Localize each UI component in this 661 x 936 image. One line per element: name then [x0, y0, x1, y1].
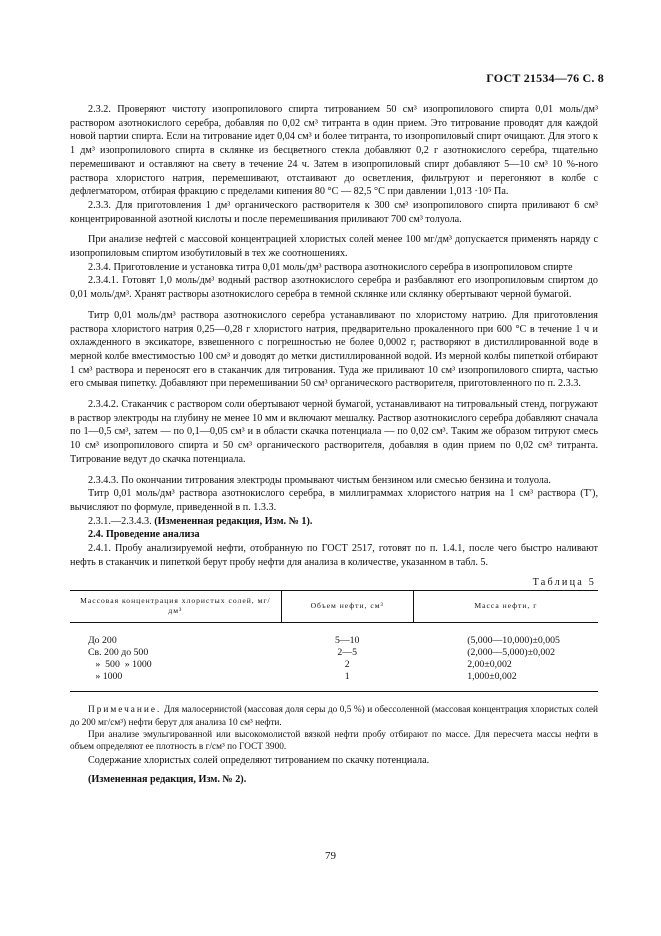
paragraph-isobutyl-note: При анализе нефтей с массовой концентрацией хлористых солей менее 100 мг/дм³ допускается применять наряду с изопропиловым спиртом изобутиловый в тех же соотношениях. — [70, 234, 598, 260]
table-cell-concentration: Св. 200 до 500 — [88, 646, 149, 658]
table-cell-concentration: » 1000 — [70, 671, 281, 692]
table-header-mass: Масса нефти, г — [413, 590, 598, 622]
table-row — [70, 622, 598, 647]
table-row — [70, 671, 598, 692]
table-note — [70, 704, 598, 729]
paragraph-2-3-3: 2.3.3. Для приготовления 1 дм³ органического растворителя к 300 см³ изопропилового спирта приливают 6 см³ концентрированной азотной кислоты и после перемешивания приливают 700 см³ толуола. — [70, 199, 598, 225]
amendment-1-label: (Измененная редакция, Изм. № 1). — [154, 515, 313, 527]
table-cell-volume: 1 — [281, 671, 413, 692]
table-header-concentration: Массовая концентрация хлористых солей, мг/дм³ — [70, 590, 281, 622]
table-5 — [70, 590, 598, 693]
table-cell-volume: 2 — [344, 658, 350, 670]
table-cell-volume: 2—5 — [337, 646, 357, 658]
table-note-2: При анализе эмульгированной или высокомолистой вязкой нефти пробу отбирают по массе. Для пересчета массы нефти в объем определяют ее плотность в г/см³ по ГОСТ 3900. — [70, 729, 598, 753]
table-row — [70, 647, 598, 659]
table-cell-volume: 5—10 — [334, 634, 360, 646]
amendment-1 — [70, 515, 598, 529]
table-row — [70, 659, 598, 671]
page-header: ГОСТ 21534—76 С. 8 — [486, 71, 604, 85]
note-text: Для малосернистой (массовая доля серы до 0,5 %) и обессоленной (массовая концентрация хлористых солей до 200 мг/см³) нефти берут для анализа 10 см³ нефти. — [70, 705, 598, 728]
table-cell-mass: (5,000—10,000)±0,005 — [467, 634, 560, 646]
section-heading-2-4: 2.4. Проведение анализа — [88, 529, 200, 541]
table-cell-concentration: До 200 — [88, 634, 117, 646]
page-number: 79 — [325, 850, 336, 862]
paragraph-2-3-2: 2.3.2. Проверяют чистоту изопропилового спирта титрованием 50 см³ изопропилового спирта 0,01 моль/дм³ раствором азотнокислого серебра, добавляя по 0,02 см³ титранта в один прием. Это титрование проводят для каждой новой партии спирта. Если на титрование идет 0,04 см³ и более титранта, то изопропиловый спирт очищают. Для этого к 1 дм³ изопропилового спирта в склянке из бесцветного стекла добавляют 0,2 г азотнокислого серебра, тщательно перемешивают и оставляют на свету в течение 24 ч. Затем в изопропиловый спирт добавляют 5—10 см³ 10 %-ного раствора хлористого натрия, перемешивают, отстаивают до осветления, фильтруют и перегоняют в колбе с дефлегматором, отбирая фракцию с пределами кипения 80 °С — 82,5 °С при давлении 1,013 ·10⁵ Па. — [70, 104, 598, 198]
paragraph-2-4-1: 2.4.1. Пробу анализируемой нефти, отобранную по ГОСТ 2517, готовят по п. 1.4.1, после чего быстро наливают нефть в стаканчик и пипеткой берут пробу нефти для анализа в количестве, указанном в табл. 5. — [70, 543, 598, 568]
paragraph-2-3-4-3: 2.3.4.3. По окончании титрования электроды промывают чистым бензином или смесью бензина и толуола. — [88, 474, 551, 486]
table-cell-mass: 2,00±0,002 — [467, 658, 512, 670]
paragraph-2-3-4-2: 2.3.4.2. Стаканчик с раствором соли обертывают черной бумагой, устанавливают на титровальный стенд, погружают в раствор электроды на глубину не менее 10 мм и включают мешалку. Раствор азотнокислого серебра добавляют сначала по 1—0,5 см³, затем — по 0,1—0,05 см³ и в области скачка потенциала — по 0,02 см³. Таким же образом титруют смесь 10 см³ изопропилового спирта и 50 см³ органического растворителя, добавляя в один прием по 0,02 см³ титранта. Титрование ведут до скачка потенциала. — [70, 399, 598, 465]
table-cell-concentration: » 500 » 1000 — [88, 658, 152, 670]
note-label: Примечание. — [88, 705, 162, 716]
paragraph-titration-method: Содержание хлористых солей определяют титрованием по скачку потенциала. — [88, 754, 430, 766]
table-cell-mass: 1,000±0,002 — [413, 671, 598, 692]
table-caption: Таблица 5 — [532, 576, 596, 588]
paragraph-titer-nacl: Титр 0,01 моль/дм³ раствора азотнокислого серебра устанавливают по хлористому натрию. Для приготовления раствора хлористого натрия 0,25—0,28 г хлористого натрия, предварительно прокаленного при 600 °С в течение 1 ч и охлажденного в эксикаторе, взвешенного с погрешностью не более 0,0002 г, растворяют в дистиллированной воде в мерной колбе вместимостью 100 см³ и доводят до метки дистиллированной водой. Из мерной колбы пипеткой отбирают 1 см³ раствора и переносят его в стаканчик для титрования. Туда же приливают 10 см³ изопропилового спирта, частью его смывая пипетку. Добавляют при перемешивании 50 см³ органического растворителя, приготовленного по п. 2.3.3. — [70, 309, 598, 390]
paragraph-2-3-4-1: 2.3.4.1. Готовят 1,0 моль/дм³ водный раствор азотнокислого серебра и разбавляют его изопропиловым спиртом до 0,01 моль/дм³. Хранят растворы азотнокислого серебра в темной склянке или склянку обертывают черной бумагой. — [70, 275, 598, 301]
table-header-volume: Объем нефти, см³ — [281, 590, 413, 622]
paragraph-2-3-4: 2.3.4. Приготовление и установка титра 0,01 моль/дм³ раствора азотнокислого серебра в изопропиловом спирте — [88, 261, 573, 273]
amendment-1-ref: 2.3.1.—2.3.4.3. — [88, 515, 155, 527]
amendment-2: (Измененная редакция, Изм. № 2). — [88, 774, 247, 786]
document-body — [70, 103, 598, 787]
table-cell-mass: (2,000—5,000)±0,002 — [467, 646, 556, 658]
paragraph-titer-formula: Титр 0,01 моль/дм³ раствора азотнокислого серебра, в миллиграммах хлористого натрия на 1 см³ раствора (T′), вычисляют по формуле, приведенной в п. 1.3.3. — [70, 488, 598, 513]
